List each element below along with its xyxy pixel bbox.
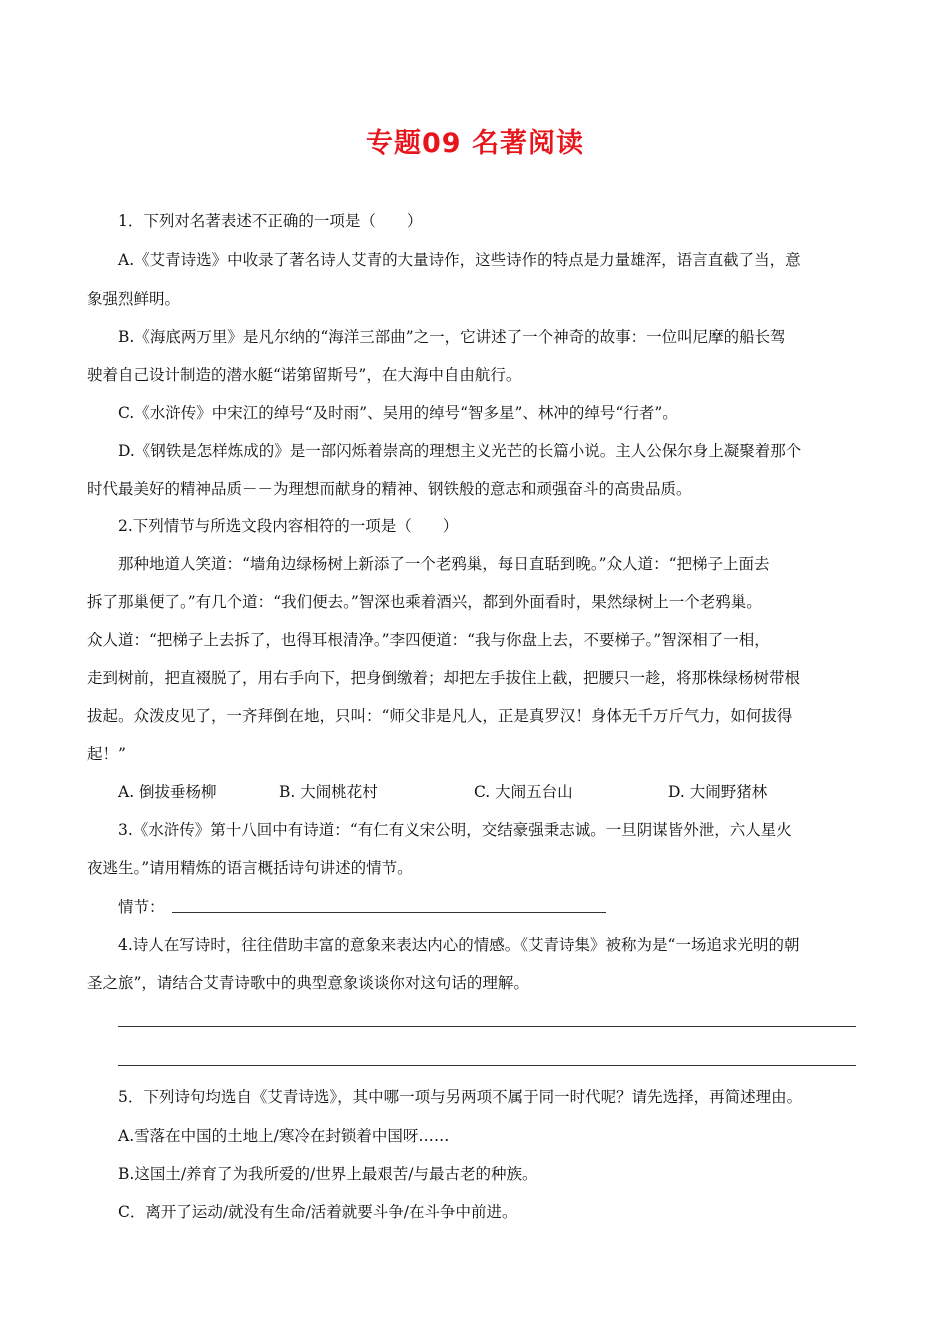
q2-option-a: A. 倒拔垂杨柳 <box>118 783 217 801</box>
q1-option-b-line2: 驶着自己设计制造的潜水艇“诺第留斯号”，在大海中自由航行。 <box>87 366 522 384</box>
q2-passage-line6: 起！” <box>87 745 126 763</box>
q3-answer-label: 情节： <box>118 898 165 916</box>
q2-passage-line1: 那种地道人笑道：“墙角边绿杨树上新添了一个老鸦巢，每日直聒到晚。”众人道：“把梯子上面去 <box>118 555 770 573</box>
q5-stem: 5．下列诗句均选自《艾青诗选》，其中哪一项与另两项不属于同一时代呢？请先选择，再简述理由。 <box>118 1088 803 1106</box>
q3-line1: 3.《水浒传》第十八回中有诗道：“有仁有义宋公明，交结豪强秉志诚。一旦阴谋皆外泄，六人星火 <box>118 821 792 839</box>
q2-passage-line5: 拔起。众泼皮见了，一齐拜倒在地，只叫：“师父非是凡人，正是真罗汉！身体无千万斤气力，如何拔得 <box>87 707 793 725</box>
page-title: 专题09 名著阅读 <box>366 128 584 159</box>
q2-passage-line2: 拆了那巢便了。”有几个道：“我们便去。”智深也乘着酒兴，都到外面看时，果然绿树上一个老鸦巢。 <box>87 593 762 611</box>
q2-option-d: D. 大闹野猪林 <box>668 783 768 801</box>
q5-option-b: B.这国土/养育了为我所爱的/世界上最艰苦/与最古老的种族。 <box>118 1165 538 1183</box>
q1-stem: 1．下列对名著表述不正确的一项是（ ） <box>118 212 423 230</box>
q4-answer-blank-2[interactable] <box>118 1065 856 1066</box>
q1-option-b-line1: B.《海底两万里》是凡尔纳的“海洋三部曲”之一，它讲述了一个神奇的故事：一位叫尼摩的船长驾 <box>118 328 786 346</box>
q2-passage-line3: 众人道：“把梯子上去拆了，也得耳根清净。”李四便道：“我与你盘上去，不要梯子。”智深相了一相， <box>87 631 770 649</box>
q1-option-c: C.《水浒传》中宋江的绰号“及时雨”、吴用的绰号“智多星”、林冲的绰号“行者”。 <box>118 404 678 422</box>
q2-stem: 2.下列情节与所选文段内容相符的一项是（ ） <box>118 517 459 535</box>
q2-option-c: C. 大闹五台山 <box>474 783 573 801</box>
q5-option-c: C．离开了运动/就没有生命/活着就要斗争/在斗争中前进。 <box>118 1203 518 1221</box>
q2-passage-line4: 走到树前，把直裰脱了，用右手向下，把身倒缴着；却把左手拔住上截，把腰只一趁，将那株绿杨树带根 <box>87 669 801 687</box>
q1-option-a-line2: 象强烈鲜明。 <box>87 290 181 308</box>
q3-answer-blank[interactable] <box>172 912 606 913</box>
q5-option-a: A.雪落在中国的土地上/寒冷在封锁着中国呀…… <box>118 1127 450 1145</box>
q3-line2: 夜逃生。”请用精炼的语言概括诗句讲述的情节。 <box>87 859 413 877</box>
q4-line1: 4.诗人在写诗时，往往借助丰富的意象来表达内心的情感。《艾青诗集》被称为是“一场追求光明的朝 <box>118 936 800 954</box>
q2-option-b: B. 大闹桃花村 <box>279 783 378 801</box>
q4-line2: 圣之旅”，请结合艾青诗歌中的典型意象谈谈你对这句话的理解。 <box>87 974 529 992</box>
q4-answer-blank-1[interactable] <box>118 1026 856 1027</box>
q1-option-d-line2: 时代最美好的精神品质－－为理想而献身的精神、钢铁般的意志和顽强奋斗的高贵品质。 <box>87 480 692 498</box>
q1-option-d-line1: D.《钢铁是怎样炼成的》是一部闪烁着崇高的理想主义光芒的长篇小说。主人公保尔身上凝聚着那个 <box>118 442 802 460</box>
q1-option-a-line1: A.《艾青诗选》中收录了著名诗人艾青的大量诗作，这些诗作的特点是力量雄浑，语言直截了当，意 <box>118 251 801 269</box>
